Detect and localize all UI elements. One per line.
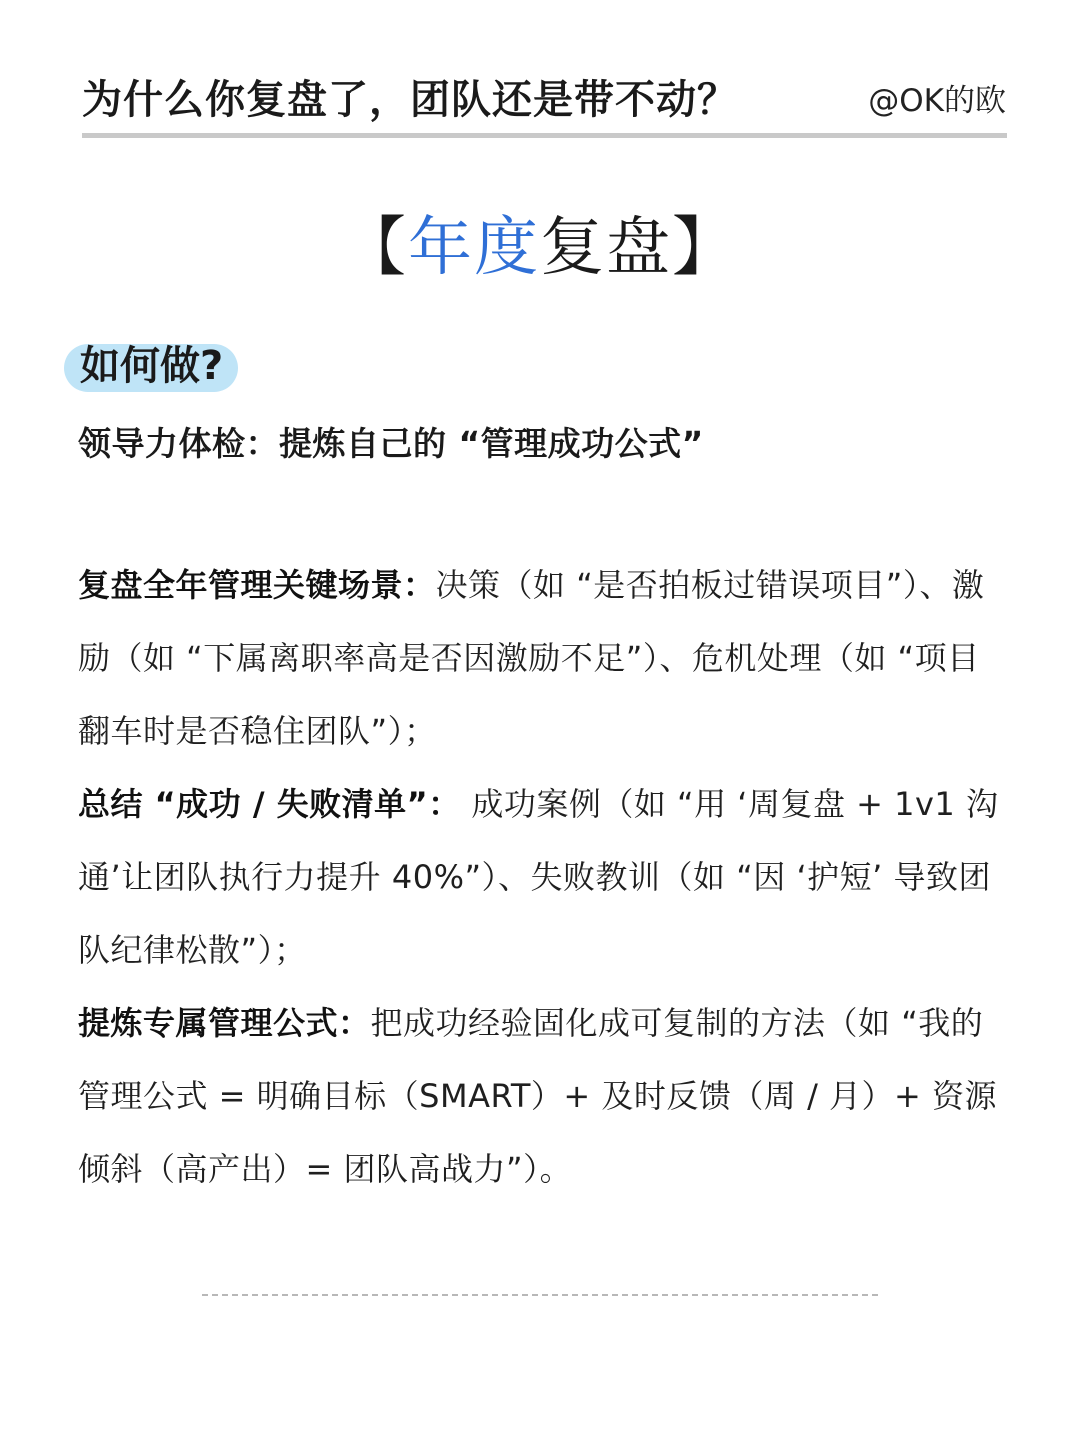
paragraph-label: 提炼专属管理公式： <box>78 1004 371 1042</box>
paragraph <box>78 768 1008 987</box>
paragraph-label: 复盘全年管理关键场景： <box>78 566 436 604</box>
author-handle: @OK的欧 <box>868 83 1006 119</box>
content-body <box>78 549 1008 1206</box>
section-heading: 如何做? <box>80 343 224 389</box>
title-open-bracket: 【 <box>342 211 408 285</box>
title-rest: 复盘 <box>540 211 672 285</box>
paragraph <box>78 987 1008 1206</box>
paragraph-text: 把成功经验固化成可复制的方法（如 “我的管理公式 = 明确目标（SMART）+ 及时反馈（周 / 月）+ 资源倾斜（高产出）= 团队高战力”）。 <box>78 1004 998 1188</box>
title-close-bracket: 】 <box>672 211 738 285</box>
page-title: 为什么你复盘了，团队还是带不动？ <box>82 77 738 123</box>
paragraph-text: 成功案例（如 “用 ‘周复盘 + 1v1 沟通’让团队执行力提升 40%”）、失败教训（如 “因 ‘护短’ 导致团队纪律松散”）； <box>78 785 999 969</box>
header-divider <box>82 133 1007 138</box>
paragraph <box>78 549 1008 768</box>
paragraph-text: 决策（如 “是否拍板过错误项目”）、激励（如 “下属离职率高是否因激励不足”）、危机处理（如 “项目翻车时是否稳住团队”）； <box>78 566 985 750</box>
title-highlight: 年度 <box>408 211 540 285</box>
paragraph-label: 总结 “成功 / 失败清单”： <box>78 785 461 823</box>
section-heading-wrap <box>64 334 224 391</box>
main-title <box>0 196 1080 288</box>
section-subheading: 领导力体检：提炼自己的 “管理成功公式” <box>78 424 704 463</box>
dashed-divider <box>202 1294 878 1296</box>
